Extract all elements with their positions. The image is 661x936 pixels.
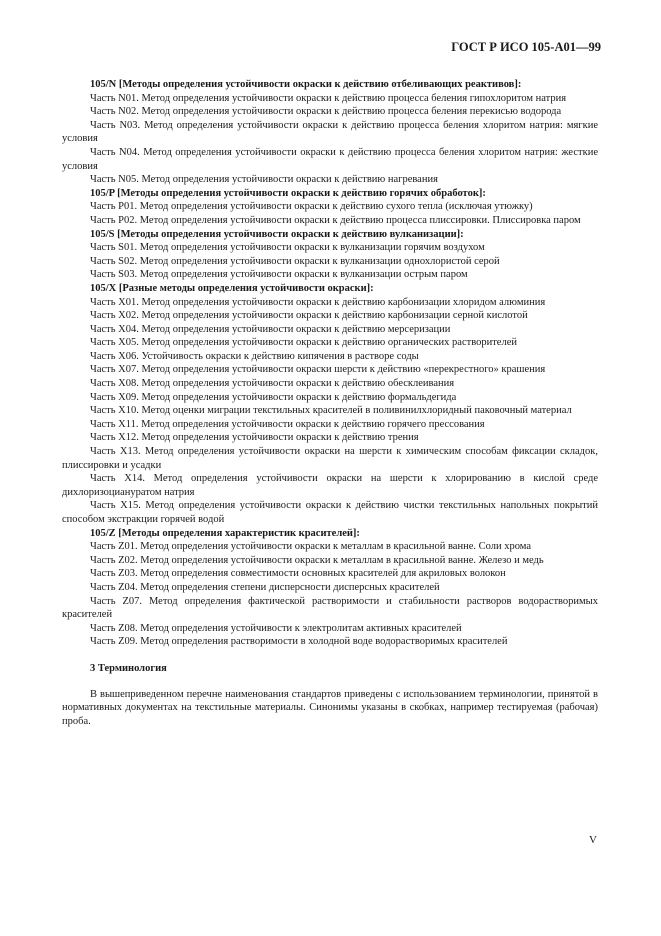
list-item: Часть X14. Метод определения устойчивости окраски на шерсти к хлорированию в кислой среде дихлоризоциануратом натрия <box>62 473 598 498</box>
list-item: Часть X13. Метод определения устойчивости окраски на шерсти к химическим способам фиксации складок, плиссировки и усадки <box>62 446 598 471</box>
list-item: Часть X04. Метод определения устойчивости окраски к действию мерсеризации <box>90 323 451 335</box>
group-heading-s: 105/S [Методы определения устойчивости окраски к действию вулканизации]: <box>90 228 464 240</box>
section-paragraph: В вышеприведенном перечне наименования стандартов приведены с использованием терминологии, принятой в нормативных документах на текстильные материалы. Синонимы указаны в скобках, например тестируемая (рабочая) проба. <box>62 688 598 727</box>
list-item: Часть X02. Метод определения устойчивости окраски к действию карбонизации серной кислотой <box>90 310 528 322</box>
list-item: Часть N02. Метод определения устойчивости окраски к действию процесса беления перекисью водорода <box>90 106 562 118</box>
page-number: V <box>589 834 597 846</box>
list-item: Часть S03. Метод определения устойчивости окраски к вулканизации острым паром <box>90 269 468 281</box>
list-item: Часть X08. Метод определения устойчивости окраски к действию обесклеивания <box>90 378 455 390</box>
list-item: Часть X11. Метод определения устойчивости окраски к действию горячего прессования <box>90 418 485 430</box>
list-item: Часть X12. Метод определения устойчивости окраски к действию трения <box>90 432 419 444</box>
list-item: Часть Z04. Метод определения степени дисперсности дисперсных красителей <box>90 581 440 593</box>
list-item: Часть Z09. Метод определения растворимости в холодной воде водорастворимых красителей <box>90 636 508 648</box>
list-item: Часть S02. Метод определения устойчивости окраски к вулканизации однохлористой серой <box>90 255 500 267</box>
list-item: Часть Z02. Метод определения устойчивости окраски к металлам в красильной ванне. Железо и медь <box>90 554 544 566</box>
list-item: Часть P01. Метод определения устойчивости окраски к действию сухого тепла (исключая утюжку) <box>90 201 533 213</box>
document-header: ГОСТ Р ИСО 105-А01—99 <box>451 40 601 54</box>
group-heading-p: 105/P [Методы определения устойчивости окраски к действию горячих обработок]: <box>90 187 486 199</box>
list-item: Часть N01. Метод определения устойчивости окраски к действию процесса беления гипохлоритом натрия <box>90 92 567 104</box>
section-title: 3 Терминология <box>90 662 167 674</box>
list-item: Часть Z07. Метод определения фактической растворимости и стабильности растворов водорастворимых красителей <box>62 595 598 621</box>
list-item: Часть Z01. Метод определения устойчивости окраски к металлам в красильной ванне. Соли хрома <box>90 541 531 553</box>
list-item: Часть N03. Метод определения устойчивости окраски к действию процесса беления хлоритом натрия: мягкие условия <box>62 119 598 145</box>
group-heading-n: 105/N [Методы определения устойчивости окраски к действию отбеливающих реактивов]: <box>90 79 522 90</box>
list-item: Часть Z08. Метод определения устойчивости к электролитам активных красителей <box>90 622 462 634</box>
list-item: Часть X15. Метод определения устойчивости окраски к действию чистки текстильных напольных покрытий способом экстракции горячей водой <box>62 500 598 525</box>
list-item: Часть P02. Метод определения устойчивости окраски к действию процесса плиссировки. Плиссировка паром <box>90 214 581 226</box>
group-heading-x: 105/X [Разные методы определения устойчивости окраски]: <box>90 282 374 294</box>
list-item: Часть X10. Метод оценки миграции текстильных красителей в поливинилхлоридный паковочный материал <box>90 405 572 417</box>
list-item: Часть X05. Метод определения устойчивости окраски к действию органических растворителей <box>90 337 517 349</box>
list-item: Часть N05. Метод определения устойчивости окраски к действию нагревания <box>90 174 438 186</box>
list-item: Часть N04. Метод определения устойчивости окраски к действию процесса беления хлоритом натрия: жесткие условия <box>62 146 598 172</box>
list-item: Часть X06. Устойчивость окраски к действию кипячения в растворе соды <box>90 350 419 362</box>
group-heading-z: 105/Z [Методы определения характеристик красителей]: <box>90 527 360 539</box>
list-item: Часть X01. Метод определения устойчивости окраски к действию карбонизации хлоридом алюминия <box>90 296 546 308</box>
list-item: Часть Z03. Метод определения совместимости основных красителей для акриловых волокон <box>90 568 506 580</box>
list-item: Часть S01. Метод определения устойчивости окраски к вулканизации горячим воздухом <box>90 242 485 254</box>
list-item: Часть X07. Метод определения устойчивости окраски шерсти к действию «перекрестного» крашения <box>90 364 546 376</box>
list-item: Часть X09. Метод определения устойчивости окраски к действию формальдегида <box>90 391 457 403</box>
document-body <box>62 78 598 728</box>
